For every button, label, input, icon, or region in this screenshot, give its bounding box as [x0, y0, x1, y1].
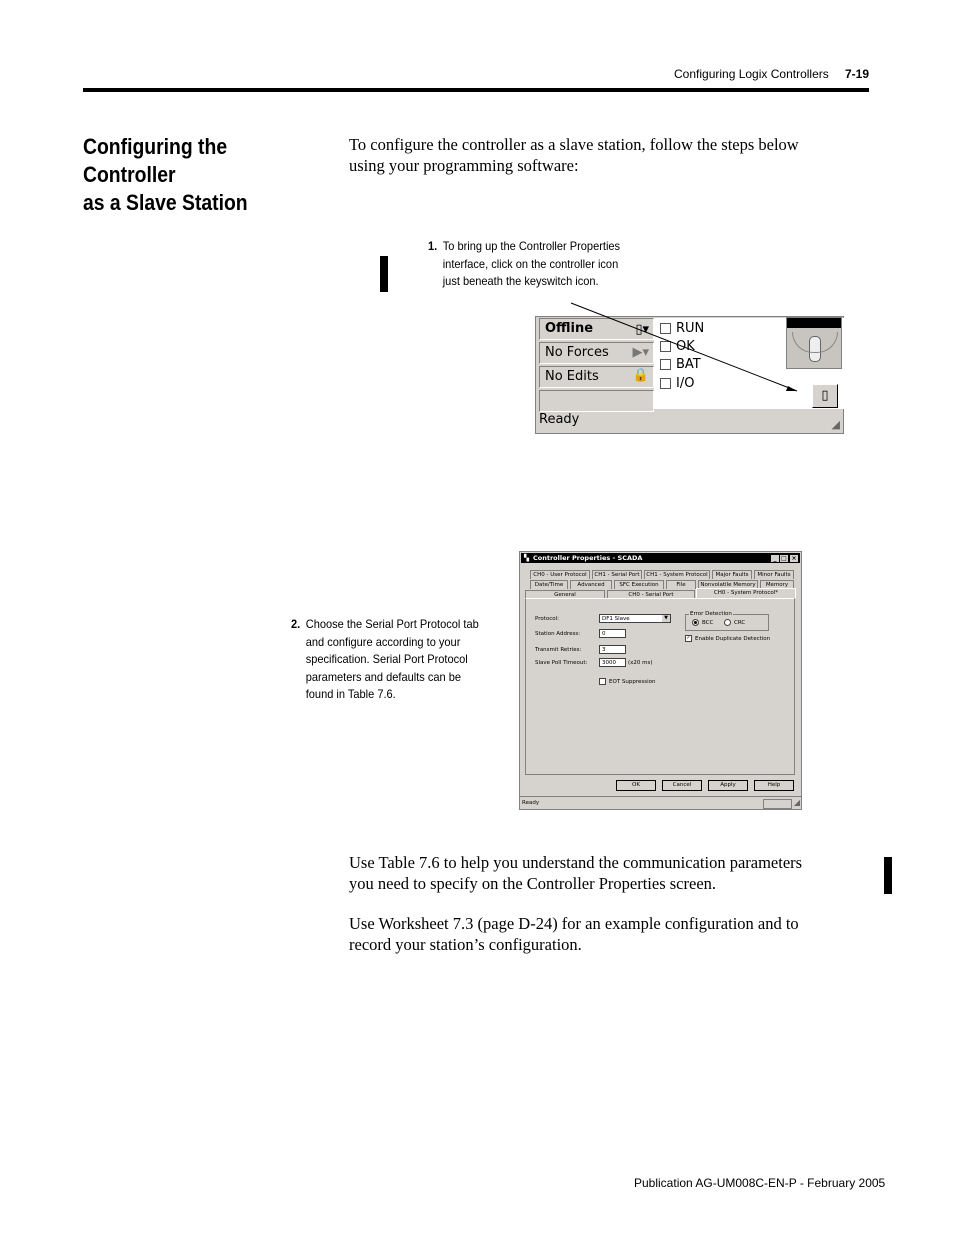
mode-label: Offline: [545, 321, 594, 336]
bcc-radio[interactable]: [692, 619, 713, 626]
dialog-status-bar: [520, 796, 801, 810]
transmit-retries-label: Transmit Retries:: [535, 647, 582, 653]
step-2-line-4: parameters and defaults can be: [305, 669, 461, 684]
step-2-line-3: specification. Serial Port Protocol: [305, 652, 468, 666]
bcc-radio-icon: [692, 619, 699, 626]
step-2-line-2: and configure according to your: [305, 634, 461, 649]
ok-button[interactable]: OK: [616, 780, 656, 791]
callout-arrowhead: [786, 386, 797, 391]
paragraph-2-line-1: Use Worksheet 7.3 (page D-24) for an example configuration and to: [349, 914, 799, 933]
timeout-unit-label: (x20 ms): [628, 660, 653, 666]
station-address-field[interactable]: 0: [599, 629, 626, 638]
running-header-section: Configuring Logix Controllers: [674, 67, 829, 81]
duplicate-detection-label: Enable Duplicate Detection: [695, 636, 771, 642]
indicator-run-label: RUN: [676, 321, 705, 336]
slave-poll-timeout-label: Slave Poll Timeout:: [535, 660, 588, 666]
tab-ch1-serial-port[interactable]: CH1 - Serial Port: [592, 570, 642, 579]
protocol-select[interactable]: [599, 614, 671, 623]
step-2-number: 2.: [291, 617, 301, 631]
tab-file[interactable]: File: [666, 580, 696, 589]
step-1-line-2: interface, click on the controller icon: [442, 256, 619, 271]
change-bar: [884, 857, 892, 894]
step-1-line-1: To bring up the Controller Properties: [442, 239, 621, 253]
resize-grip-icon[interactable]: ◢: [793, 798, 800, 807]
step-1-line-3: just beneath the keyswitch icon.: [442, 274, 599, 288]
tab-ch0-system-protocol[interactable]: CH0 - System Protocol*: [696, 588, 796, 598]
publication-footer: Publication AG-UM008C-EN-P - February 2005: [634, 1176, 886, 1190]
intro-line-1: To configure the controller as a slave station, follow the steps below: [349, 135, 799, 154]
intro-line-2: using your programming software:: [349, 156, 579, 175]
dropdown-arrow-icon: ▼: [662, 615, 670, 622]
mode-dropdown-icon: ▯▾: [635, 322, 649, 337]
edits-label: No Edits: [545, 369, 599, 384]
paragraph-worksheet-reference: [349, 913, 879, 955]
tab-minor-faults[interactable]: Minor Faults: [754, 570, 794, 579]
forces-arrow-icon: ▶▾: [632, 345, 649, 360]
tab-memory[interactable]: Memory: [760, 580, 794, 589]
paragraph-1-line-1: Use Table 7.6 to help you understand the communication parameters: [349, 853, 803, 872]
protocol-value: DF1 Slave: [602, 616, 630, 622]
slave-poll-timeout-field[interactable]: 3000: [599, 658, 626, 667]
tab-sfc-execution[interactable]: SFC Execution: [614, 580, 664, 589]
error-detection-label: Error Detection: [690, 611, 732, 617]
dialog-status-text: Ready: [522, 800, 540, 806]
paragraph-table-reference: [349, 852, 879, 894]
tab-ch0-user-protocol[interactable]: CH0 - User Protocol: [530, 570, 590, 579]
indicator-bat-label: BAT: [676, 357, 701, 372]
panel-status-text: Ready: [539, 412, 580, 427]
paragraph-1-line-2: you need to specify on the Controller Properties screen.: [349, 874, 717, 893]
step-2-line-1: Choose the Serial Port Protocol tab: [305, 617, 479, 631]
crc-label: CRC: [734, 620, 746, 626]
help-button[interactable]: Help: [754, 780, 794, 791]
app-icon: ▚: [524, 554, 529, 562]
cancel-button[interactable]: Cancel: [662, 780, 702, 791]
close-icon[interactable]: ×: [791, 555, 797, 562]
tab-page-system-protocol: [525, 598, 795, 775]
callout-arrow-line: [571, 303, 797, 391]
paragraph-2-line-2: record your station’s configuration.: [349, 935, 582, 954]
tab-ch0-serial-port[interactable]: CH0 - Serial Port: [607, 590, 695, 598]
controller-properties-dialog: [519, 551, 802, 810]
eot-suppression-checkbox[interactable]: [599, 678, 656, 685]
edits-lock-icon: 🔒: [632, 368, 649, 383]
duplicate-checkbox-icon: ✓: [686, 635, 691, 641]
indicator-ok-label: OK: [676, 339, 695, 354]
eot-suppression-label: EOT Suppression: [609, 679, 656, 685]
heading-line-1: Configuring the Controller: [83, 134, 228, 187]
page-number: 7-19: [845, 67, 870, 81]
resize-grip-icon[interactable]: ◢: [831, 418, 840, 431]
bcc-label: BCC: [702, 620, 714, 626]
apply-button[interactable]: Apply: [708, 780, 748, 791]
tab-general[interactable]: General: [525, 590, 605, 598]
crc-radio-icon: [724, 619, 731, 626]
station-address-label: Station Address:: [535, 631, 581, 637]
dialog-title: Controller Properties - SCADA: [533, 554, 643, 562]
tab-ch1-system-protocol[interactable]: CH1 - System Protocol: [644, 570, 710, 579]
maximize-icon[interactable]: □: [781, 555, 787, 562]
dialog-title-bar: [521, 553, 800, 563]
forces-label: No Forces: [545, 345, 609, 360]
tab-date-time[interactable]: Date/Time: [530, 580, 568, 589]
transmit-retries-field[interactable]: 3: [599, 645, 626, 654]
protocol-label: Protocol:: [535, 616, 560, 622]
indicator-io-label: I/O: [676, 376, 695, 391]
controller-icon: ▯: [821, 388, 829, 403]
step-1-number: 1.: [428, 239, 438, 253]
minimize-icon[interactable]: _: [771, 555, 779, 562]
heading-line-2: as a Slave Station: [83, 190, 248, 215]
step-2-line-5: found in Table 7.6.: [305, 687, 396, 701]
duplicate-detection-checkbox[interactable]: [685, 635, 770, 642]
error-detection-group: [685, 611, 769, 631]
status-pane: [763, 799, 792, 809]
crc-radio[interactable]: [724, 619, 745, 626]
eot-checkbox-icon: [599, 678, 606, 685]
tab-major-faults[interactable]: Major Faults: [712, 570, 752, 579]
tab-advanced[interactable]: Advanced: [570, 580, 612, 589]
tab-nonvolatile-memory[interactable]: Nonvolatile Memory: [698, 580, 758, 589]
